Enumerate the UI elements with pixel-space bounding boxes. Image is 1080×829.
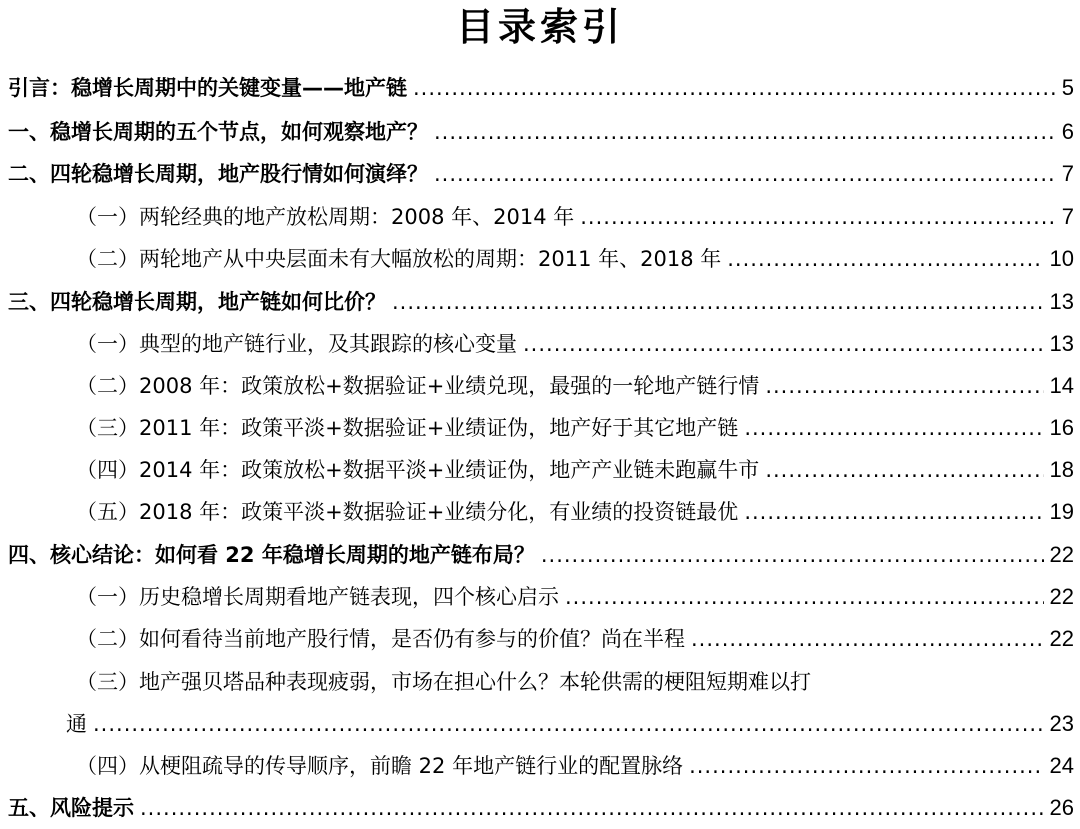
toc-entry[interactable]	[0, 412, 1080, 444]
dot-leader	[413, 72, 1056, 104]
toc-entry-page: 6	[1061, 119, 1074, 144]
toc-entry[interactable]	[0, 116, 1080, 148]
toc-entry-label: 三、四轮稳增长周期，地产链如何比价？	[8, 290, 386, 314]
toc-entry-page: 7	[1061, 204, 1074, 229]
toc-entry-label: （二）2008 年：政策放松+数据验证+业绩兑现，最强的一轮地产链行情	[76, 374, 760, 398]
toc-entry-label: （五）2018 年：政策平淡+数据验证+业绩分化，有业绩的投资链最优	[76, 500, 739, 524]
toc-entry[interactable]	[0, 750, 1080, 782]
toc-entry[interactable]	[0, 792, 1080, 824]
dot-leader	[744, 412, 1043, 444]
toc-entry-page: 14	[1049, 373, 1074, 398]
toc-entry-page: 22	[1049, 542, 1074, 567]
toc-entry-continuation[interactable]	[0, 708, 1080, 740]
toc-entry-label: （二）两轮地产从中央层面未有大幅放松的周期：2011 年、2018 年	[76, 247, 722, 271]
toc-entry[interactable]	[0, 370, 1080, 402]
toc-entry-page: 22	[1049, 584, 1074, 609]
dot-leader	[434, 158, 1056, 190]
toc-entry[interactable]	[0, 328, 1080, 360]
toc-entry-label: 一、稳增长周期的五个节点，如何观察地产？	[8, 120, 428, 144]
dot-leader	[689, 750, 1043, 782]
toc-entry[interactable]	[0, 581, 1080, 613]
dot-leader	[93, 708, 1044, 740]
toc-entry-label: （一）典型的地产链行业，及其跟踪的核心变量	[76, 332, 517, 356]
toc-entry-label: （一）两轮经典的地产放松周期：2008 年、2014 年	[76, 205, 575, 229]
toc-entry-page: 23	[1049, 711, 1074, 736]
toc-entry-label: （二）如何看待当前地产股行情，是否仍有参与的价值？尚在半程	[76, 627, 685, 651]
toc-entry-page: 7	[1061, 161, 1074, 186]
page-title: 目录索引	[455, 4, 624, 49]
toc-entry-page: 13	[1049, 289, 1074, 314]
dot-leader	[392, 286, 1044, 318]
toc-entry[interactable]	[0, 539, 1080, 571]
toc-entry[interactable]	[0, 666, 1080, 698]
dot-leader	[434, 116, 1056, 148]
dot-leader	[140, 792, 1044, 824]
toc-entry-label: 引言：稳增长周期中的关键变量——地产链	[8, 76, 407, 100]
toc-entry-label: （一）历史稳增长周期看地产链表现，四个核心启示	[76, 585, 559, 609]
toc-entry[interactable]	[0, 496, 1080, 528]
dot-leader	[523, 328, 1044, 360]
toc-entry-label: 四、核心结论：如何看 22 年稳增长周期的地产链布局？	[8, 543, 535, 567]
toc-entry-page: 13	[1049, 331, 1074, 356]
toc-entry-label: 二、四轮稳增长周期，地产股行情如何演绎？	[8, 162, 428, 186]
dot-leader	[765, 370, 1043, 402]
toc-entry[interactable]	[0, 201, 1080, 233]
toc-entry-page: 22	[1049, 626, 1074, 651]
toc-entry-page: 10	[1049, 246, 1074, 271]
dot-leader	[727, 243, 1043, 275]
dot-leader	[541, 539, 1044, 571]
toc-entry-page: 19	[1049, 499, 1074, 524]
dot-leader	[744, 496, 1043, 528]
toc-entry-page: 5	[1061, 75, 1074, 100]
toc-entry[interactable]	[0, 72, 1080, 104]
toc-entry[interactable]	[0, 623, 1080, 655]
toc-entry-page: 24	[1049, 753, 1074, 778]
toc-entry-label: （四）从梗阻疏导的传导顺序，前瞻 22 年地产链行业的配置脉络	[76, 754, 684, 778]
toc-entry-page: 26	[1049, 795, 1074, 820]
toc-entry[interactable]	[0, 286, 1080, 318]
toc-entry-label: 五、风险提示	[8, 796, 134, 820]
toc-entry-label-continuation: 通	[66, 712, 87, 736]
dot-leader	[765, 454, 1043, 486]
toc-entry-label: （三）2011 年：政策平淡+数据验证+业绩证伪，地产好于其它地产链	[76, 416, 739, 440]
dot-leader	[580, 201, 1056, 233]
toc-entry-label: （四）2014 年：政策放松+数据平淡+业绩证伪，地产产业链未跑赢牛市	[76, 458, 760, 482]
dot-leader	[691, 623, 1044, 655]
toc-entry[interactable]	[0, 158, 1080, 190]
dot-leader	[565, 581, 1044, 613]
toc-entry-label: （三）地产强贝塔品种表现疲弱，市场在担心什么？本轮供需的梗阻短期难以打	[76, 670, 811, 694]
toc-entry-page: 18	[1049, 457, 1074, 482]
toc-entry[interactable]	[0, 454, 1080, 486]
toc-entry[interactable]	[0, 243, 1080, 275]
toc-entry-page: 16	[1049, 415, 1074, 440]
